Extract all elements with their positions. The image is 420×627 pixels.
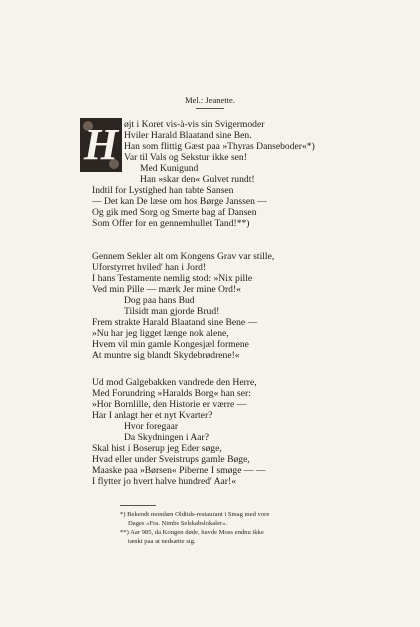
footnote: *) Bekendt mondæn Oldtids-restaurant i Smag med vore bbox=[120, 511, 270, 518]
verse-line: Frem strakte Harald Blaatand sine Bene — bbox=[92, 317, 258, 328]
verse-line: Og gik med Sorg og Smerte bag af Dansen bbox=[92, 207, 257, 218]
footnote: tænkt paa at nedsætte sig. bbox=[128, 538, 196, 545]
verse-line: Med Kunigund bbox=[140, 163, 199, 174]
verse-line: Hvor foregaar bbox=[124, 421, 179, 432]
drop-cap-letter: H bbox=[83, 120, 119, 169]
verse-line: Han »skar den« Gulvet rundt! bbox=[140, 174, 255, 185]
verse-line: Ved min Pille — mærk Jer mine Ord!« bbox=[92, 284, 241, 295]
verse-line: Ud mod Galgebakken vandrede den Herre, bbox=[92, 377, 257, 388]
verse-line: Indtil for Lystighed han tabte Sansen bbox=[92, 185, 234, 196]
verse-line: Var til Vals og Sekstur ikke sen! bbox=[124, 152, 247, 163]
ornamental-drop-cap bbox=[80, 118, 122, 172]
heading-divider bbox=[196, 108, 224, 109]
verse-line: »Hor Bornlille, den Historie er værre — bbox=[92, 399, 247, 410]
footnote: Dages »Fra. Nimbs Selskabslokaler«. bbox=[128, 520, 228, 527]
melody-heading: Mel.: Jeanette. bbox=[185, 95, 235, 105]
verse-line: »Nu har jeg ligget længe nok alene, bbox=[92, 328, 229, 339]
footnote: **) Aar 985, da Kongen døde, havde Moss endnu ikke bbox=[120, 529, 264, 536]
verse-line: Tilsidt man gjorde Brud! bbox=[124, 306, 220, 317]
verse-line: I flytter jo hvert halve hundred' Aar!« bbox=[92, 476, 236, 487]
verse-line: Med Forundring »Haralds Borg« han ser: bbox=[92, 388, 251, 399]
verse-line: øjt i Koret vis-à-vis sin Svigermoder bbox=[124, 119, 265, 130]
verse-line: Dog paa hans Bud bbox=[124, 295, 195, 306]
verse-line: Som Offer for en gennemhullet Tand!**) bbox=[92, 218, 250, 229]
verse-line: Hvem vil min gamle Kongesjæl formene bbox=[92, 339, 249, 350]
verse-line: Han som flittig Gæst paa »Thyras Danseboder«*) bbox=[124, 141, 315, 152]
verse-line: Gennem Sekler alt om Kongens Grav var stille, bbox=[92, 251, 275, 262]
verse-line: At muntre sig blandt Skydebrødrene!« bbox=[92, 350, 240, 361]
verse-line: Hviler Harald Blaatand sine Ben. bbox=[124, 130, 252, 141]
verse-line: Hvad eller under Sveistrups gamle Bøge, bbox=[92, 454, 250, 465]
verse-line: Skal hist i Boserup jeg Eder søge, bbox=[92, 443, 222, 454]
verse-line: Da Skydningen i Aar? bbox=[124, 432, 209, 443]
verse-line: I hans Testamente nemlig stod: »Nix pille bbox=[92, 273, 253, 284]
verse-line: Maaske paa »Børsen« Piberne I smøge — — bbox=[92, 465, 266, 476]
verse-line: Uforstyrret hviled' han i Jord! bbox=[92, 262, 207, 273]
footnote-divider bbox=[120, 505, 156, 506]
verse-line: Har I anlagt her et nyt Kvarter? bbox=[92, 410, 213, 421]
verse-line: — Det kan De læse om hos Børge Janssen — bbox=[92, 196, 267, 207]
